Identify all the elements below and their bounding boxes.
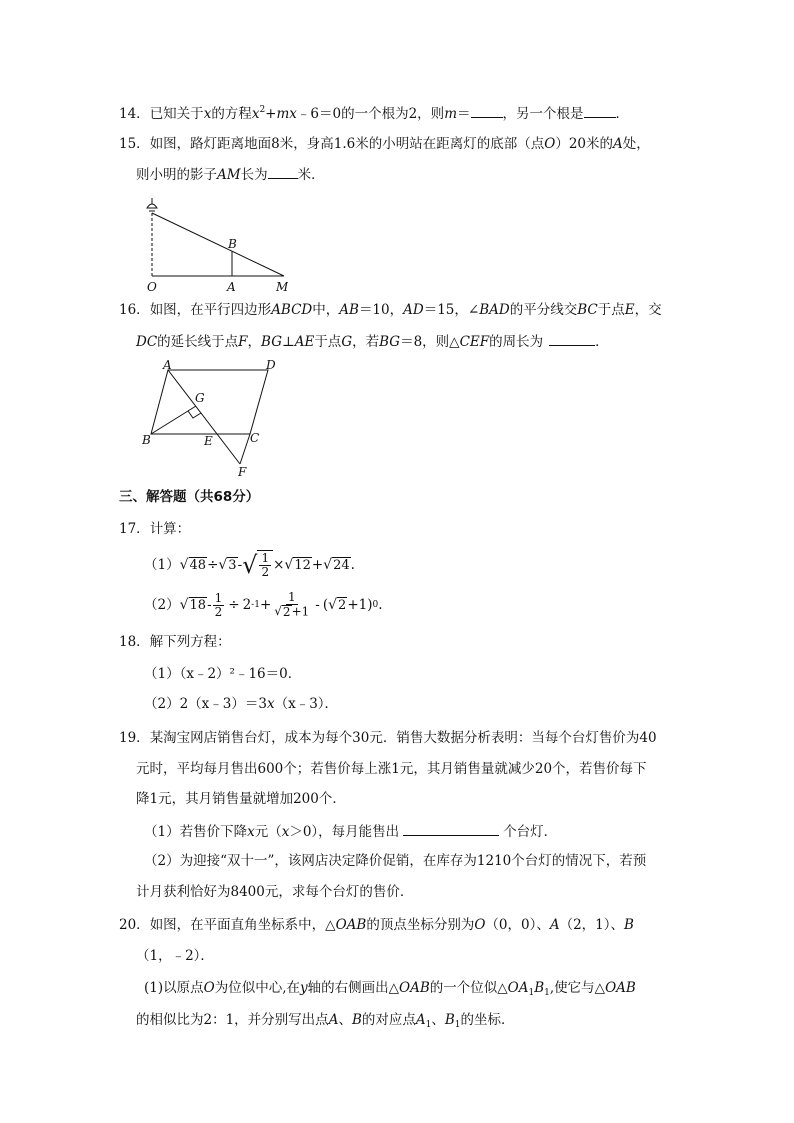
label-B: B (142, 433, 151, 447)
q20-number: 20． (119, 917, 150, 933)
lamp-icon (147, 198, 157, 211)
q17-part1: （1） √ 48 ÷ √ 3 - √ $\frac{1}{2}$ × √ 12 + √ 24 . (144, 551, 355, 579)
q17-part2: （2） √ 18 - $\frac{1}{2}$ ÷ 2 -1 + 1 √ 2 +1 - ( √ 2 +1) 0 . (144, 590, 383, 619)
q19-part2-line1: （2）为迎接“双十一”，该网店决定降价促销，在库存为1210个台灯的情况下，若预 (144, 853, 647, 869)
label-F: F (238, 465, 247, 478)
light-ray (152, 213, 284, 276)
question-19-line2: 元时，平均每月售出600个；若售价每上涨1元，其月销售量就减少20个，若售价每下 (136, 761, 647, 777)
q19-part2-line2: 计月获利恰好为8400元，求每个台灯的售价． (136, 884, 414, 900)
label-G: G (195, 391, 205, 405)
question-16-line2: DC的延长线于点F，BG⊥AE于点G，若BG＝8，则△CEF的周长为 ． (136, 334, 609, 350)
q15-figure (138, 198, 288, 294)
label-M: M (276, 280, 288, 294)
label-D: D (266, 358, 276, 372)
answer-blank (549, 333, 595, 346)
q18-part2: （2）2（x﹣3）＝3x（x﹣3）． (144, 696, 339, 712)
q19-number: 19． (119, 730, 150, 746)
question-18-title: 18．解下列方程： (119, 634, 231, 650)
question-16-line1: 16．如图，在平行四边形ABCD中，AB＝10，AD＝15，∠BAD的平分线交BC于点E，交 (119, 302, 662, 318)
question-20-line1: 20．如图，在平面直角坐标系中，△OAB的顶点坐标分别为O（0，0）、A（2，1）、B (119, 917, 634, 933)
label-A: A (227, 280, 236, 294)
q17-number: 17． (119, 521, 150, 537)
question-19-line1: 19．某淘宝网店销售台灯，成本为每个30元．销售大数据分析表明：当每个台灯售价为40 (119, 730, 657, 746)
segment-CF (240, 434, 250, 464)
section-heading: 三、解答题（共68分） (119, 489, 260, 505)
answer-blank (268, 166, 298, 179)
q16-number: 16． (119, 302, 150, 318)
label-B: B (228, 237, 237, 251)
question-15-line2: 则小明的影子AM长为 米． (136, 167, 325, 183)
answer-blank (471, 105, 503, 118)
question-15-line1: 15．如图，路灯距离地面8米，身高1.6米的小明站在距离灯的底部（点O）20米的A处， (119, 136, 650, 152)
q18-number: 18． (119, 634, 150, 650)
question-17-title: 17．计算： (119, 521, 191, 537)
question-19-line3: 降1元，其月销售量就增加200个． (136, 791, 346, 807)
answer-blank (403, 823, 499, 836)
label-C: C (250, 431, 260, 445)
label-A: A (163, 358, 172, 372)
question-20-line2: （1，﹣2）． (136, 948, 214, 964)
answer-blank (584, 105, 616, 118)
question-14: 14．已知关于x的方程$x^2+mx﹣6=0$的一个根为2，则m＝ ，另一个根是 ． (119, 105, 629, 122)
label-O: O (147, 280, 157, 294)
q19-part1: （1）若售价下降x元（x＞0），每月能售出 个台灯． (144, 824, 558, 840)
q20-part1-line1: (1)以原点O为位似中心,在y轴的右侧画出△OAB的一个位似$\triangle OA_1B_1$,使它与△OAB (144, 980, 636, 998)
q14-number: 14． (119, 106, 150, 122)
q18-part1: （1）（x﹣2）²﹣16＝0． (144, 666, 302, 682)
right-angle-mark (188, 411, 201, 418)
q16-figure (138, 358, 288, 478)
q20-part1-line2: 的相似比为2：1，并分别写出点A、B的对应点$A_1$、$B_1$的坐标． (136, 1012, 515, 1030)
label-E: E (204, 434, 213, 448)
q15-number: 15． (119, 136, 150, 152)
